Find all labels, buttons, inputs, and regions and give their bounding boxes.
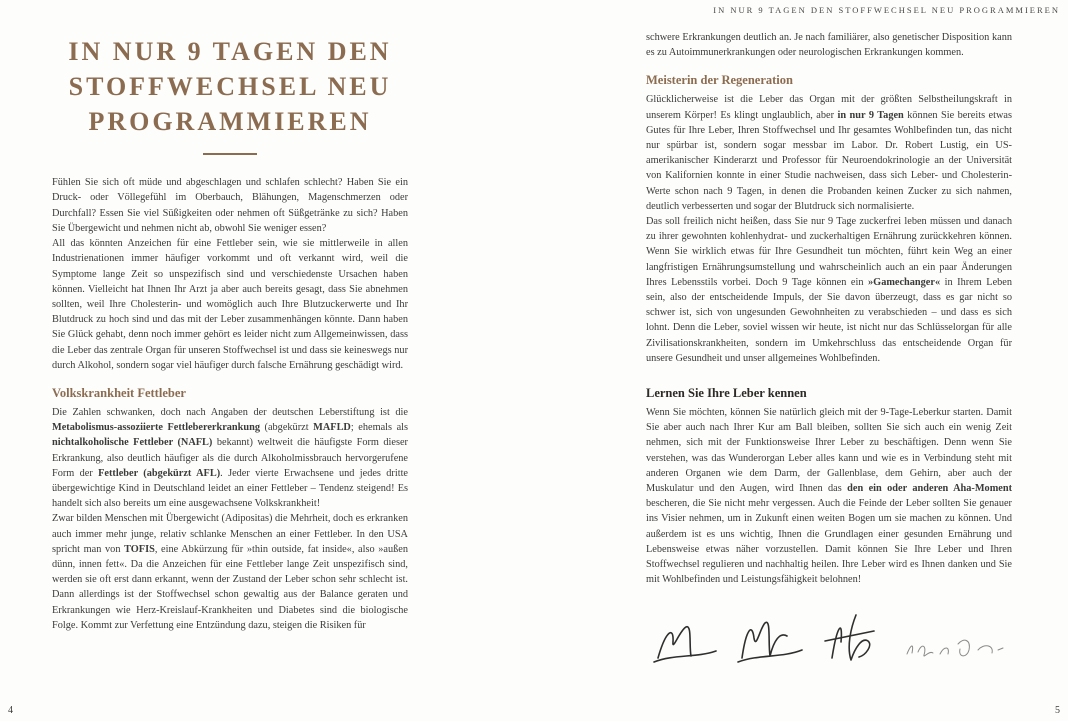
chapter-title [52,34,408,139]
text-run: . Jeder vierte Erwachsene und jedes dritte übergewichtige Kind in Deutschland leidet an einer Fettleber – Tendenz steigend! Es handelt sich also bereits um eine ausgewachsene Volkskrankheit! [52,467,408,510]
text-run: Wenn Sie möchten, können Sie natürlich gleich mit der 9-Tage-Leberkur starten. Damit Sie aber auch nach Ihrer Kur am Ball bleiben, sollten Sie sich auch ein wenig Zeit nehmen, sich mit der Funktionsweise Ihrer Leber zu beschäftigen. Denn wenn Sie verstehen, was das Wunderorgan Leber alles kann und wie es in Verbindung steht mit anderen Organen wie dem Darm, der Gallenblase, dem Gehirn, aber auch der Muskulatur und den Augen, wird Ihnen das [646,407,1012,495]
text-run: Fettleber (abgekürzt AFL) [98,467,221,479]
signature-3 [820,610,892,666]
left-page-body [52,175,408,633]
signatures-row [646,610,1012,666]
text-run: in Ihrem Leben sein, also der entscheidende Impuls, der Sie davon überzeugt, dass es gar nicht so schwer ist, sich von ungesunden Gewohnheiten zu verabschieden – und dass es sich lohnt. Denn die Leber, soviel wissen wir heute, ist nicht nur das Schlüsselorgan für alle Zivilisationskrankheiten, sondern im Umkehrschluss das entscheidende Organ für unsere Gesundheit und unser allgemeines Wohlbefinden. [646,276,1013,364]
text-run: schwere Erkrankungen deutlich an. Je nach familiärer, also genetischer Disposition kann es zu Autoimmunerkrankungen oder neurologischen Erkrankungen kommen. [646,32,1012,59]
text-run: Fühlen Sie sich oft müde und abgeschlagen und schlafen schlecht? Haben Sie ein Druck- oder Völlegefühl im Oberbauch, Blähungen, Magenschmerzen oder Durchfall? Essen Sie viel Süßigkeiten oder nehmen oft Süßgetränke zu sich? Haben Sie Übergewicht und nehmen nicht ab, obwohl Sie weniger essen? [52,177,408,234]
page-number-right: 5 [1055,705,1060,716]
section-heading: Volkskrankheit Fettleber [52,385,186,400]
text-run: können Sie bereits etwas Gutes für Ihre Leber, Ihren Stoffwechsel und Ihr gesamtes Wohlbefinden tun, das nicht nur spürbar ist, sondern sogar messbar im Labor. Dr. Robert Lustig, ein US-amerikanischer Kinderarzt und Professor für Neuroendokrinologie an der Universität von Kalifornien konnte in einer Studie nachweisen, dass sich Leber- und Cholesterin-Werte schon nach 9 Tagen, in denen die Probanden keinen Zucker zu sich nahmen, deutlich verbesserten und sogar der Blutdruck sich normalisierte. [646,109,1012,212]
text-run: Metabolismus-assoziierte Fettlebererkrankung [52,422,260,434]
body-paragraph [52,175,408,236]
signature-2 [734,614,810,666]
body-paragraph [646,214,1012,366]
signature-1 [652,618,724,666]
page-number-left: 4 [8,705,13,716]
title-divider [203,153,257,155]
section-heading: Meisterin der Regeneration [646,73,793,88]
text-run: Die Zahlen schwanken, doch nach Angaben der deutschen Leberstiftung ist die [52,406,408,418]
text-run: bekannt) weltweit die häufigste Form dieser Erkrankung, also deutlich häufiger als die durch Alkoholmissbrauch hervorgerufene Form der [52,437,408,479]
body-paragraph [52,236,408,373]
text-run: den ein oder anderen Aha-Moment [847,483,1012,495]
text-run: (abgekürzt [259,422,314,434]
chapter-title-line: STOFFWECHSEL NEU [68,72,392,102]
body-paragraph [52,405,408,511]
body-paragraph [52,511,408,633]
text-run: in nur 9 Tagen [837,109,904,121]
section-heading: Lernen Sie Ihre Leber kennen [646,386,807,401]
body-paragraph [646,405,1012,587]
text-run: TOFIS [124,543,155,555]
text-run: ; ehemals als [350,422,409,434]
text-run: bescheren, die Sie nicht mehr vergessen. Auch die Feinde der Leber sollten Sie genauer ins Visier nehmen, um in Zukunft einen weiten Bogen um sie machen zu können. Und außerdem ist es uns wichtig, Ihnen die Grundlagen einer gesunden Ernährung und Lebensweise etwas näher vorzustellen. Damit können Sie Ihre Leber und Ihren Stoffwechsel regulieren und nachhaltig heilen. Ihre Leber wird es Ihnen danken und Sie mit Wohlbefinden und Leistungsfähigkeit belohnen! [646,498,1012,586]
text-run: MAFLD [313,422,351,434]
running-head: IN NUR 9 TAGEN DEN STOFFWECHSEL NEU PROGRAMMIEREN [713,5,1060,15]
body-paragraph [646,92,1012,214]
text-run: nichtalkoholische Fettleber (NAFL) [52,437,213,449]
text-run: All das könnten Anzeichen für eine Fettleber sein, wie sie mittlerweile in allen Industrienationen immer häufiger vorkommt und oft verkannt wird, weil die Symptome lange Zeit so unspezifisch sind und verschiedenste Ursachen haben können. Vielleicht hat Ihnen Ihr Arzt ja aber auch bereits gesagt, dass Sie abnehmen sollten, weil Ihre Cholesterin- und womöglich auch Ihre Blutzuckerwerte und Ihr Blutdruck zu hoch sind und das mit der Leber zusammenhängen könnte. Dann haben Sie Glück gehabt, denn noch immer gehört es leider nicht zum Allgemeinwissen, dass die Leber das zentrale Organ für unseren Stoffwechsel ist und dass sie keineswegs nur durch Alkohol, sondern sogar viel häufiger durch falsche Ernährung geschädigt wird. [52,238,408,371]
page-left [52,0,408,633]
body-paragraph [646,30,1012,60]
chapter-title-line: PROGRAMMIEREN [88,107,372,137]
chapter-title-line: IN NUR 9 TAGEN DEN [68,37,392,66]
signature-4 [902,626,1006,666]
text-run: Glücklicherweise ist die Leber das Organ mit der größten Selbstheilungskraft in unserem Körper! Es klingt unglaublich, aber [646,94,1012,121]
right-page-body [646,30,1012,588]
page-right [646,0,1012,666]
text-run: Das soll freilich nicht heißen, dass Sie nur 9 Tage zuckerfrei leben müssen und danach zu ihrer gewohnten kohlenhydrat- und zuckerhaltigen Ernährung zurückkehren können. Wenn Sie wirklich etwas für Ihre Gesundheit tun möchten, führt kein Weg an einer langfristigen Ernährungsumstellung und wahrscheinlich auch an ein paar Änderungen Ihres Lebensstils vorbei. Doch 9 Tage können ein [646,216,1012,288]
text-run: Zwar bilden Menschen mit Übergewicht (Adipositas) die Mehrheit, doch es erkranken auch immer mehr junge, relativ schlanke Menschen an einer Fettleber. In den USA spricht man von [52,513,408,555]
text-run: , eine Abkürzung für »thin outside, fat inside«, also »außen dünn, innen fett«. Da die Anzeichen für eine Fettleber lange Zeit unspezifisch sind, werden sie oft erst dann erkannt, wenn der Zustand der Leber schon sehr schlecht ist. Dann allerdings ist der Stoffwechsel schon gewaltig aus der Balance geraten und Erkrankungen wie Herz-Kreislauf-Krankheiten und Diabetes sind die biologische Folge. Kommt zur Verfettung eine Entzündung dazu, steigen die Risiken für [52,543,408,631]
text-run: »Gamechanger« [868,276,941,288]
